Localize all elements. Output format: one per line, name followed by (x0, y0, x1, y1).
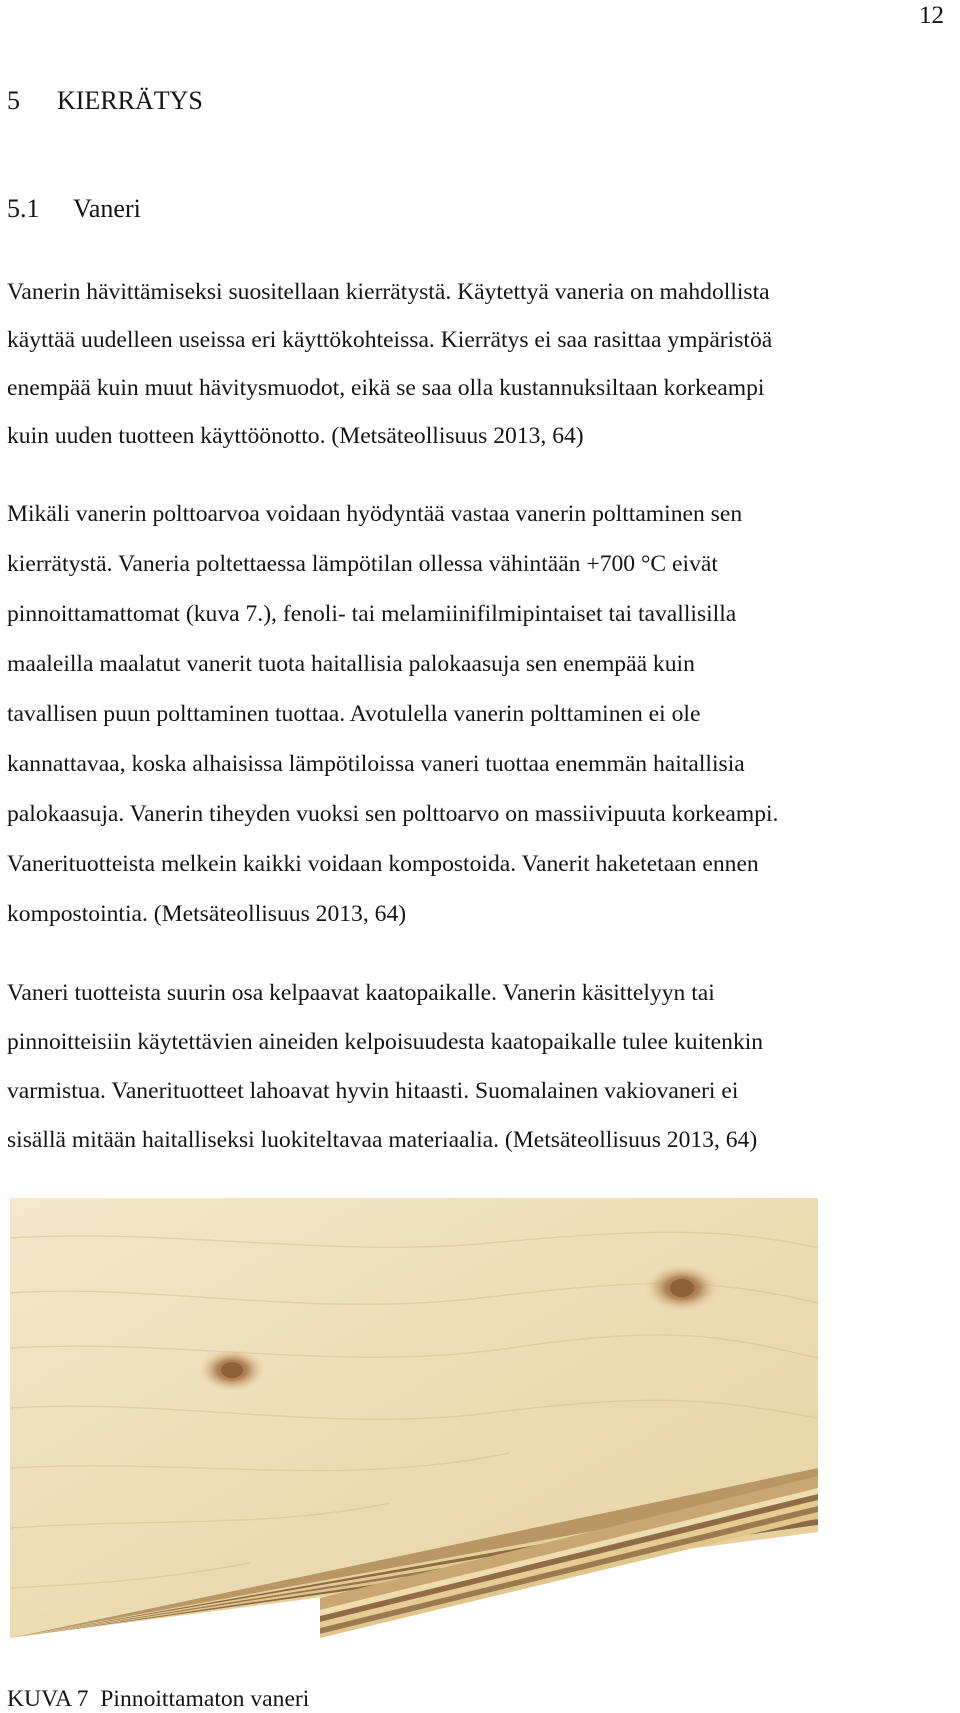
paragraph-line: pinnoitteisiin käytettävien aineiden kelpoisuudesta kaatopaikalle tulee kuitenkin (7, 1029, 764, 1055)
paragraph-2 (7, 489, 947, 939)
paragraph-line: kompostointia. (Metsäteollisuus 2013, 64) (7, 901, 407, 927)
plywood-image (10, 1198, 820, 1638)
paragraph-1 (7, 268, 947, 460)
chapter-heading (7, 84, 203, 118)
figure-caption: KUVA 7 Pinnoittamaton vaneri (7, 1686, 310, 1712)
paragraph-line: kierrätystä. Vaneria poltettaessa lämpötilan ollessa vähintään +700 °C eivät (7, 551, 718, 577)
paragraph-line: maaleilla maalatut vanerit tuota haitallisia palokaasuja sen enempää kuin (7, 651, 695, 677)
page-number: 12 (919, 2, 944, 29)
paragraph-line: kuin uuden tuotteen käyttöönotto. (Metsäteollisuus 2013, 64) (7, 423, 584, 449)
paragraph-line: enempää kuin muut hävitysmuodot, eikä se saa olla kustannuksiltaan korkeampi (7, 375, 765, 401)
paragraph-line: käyttää uudelleen useissa eri käyttökohteissa. Kierrätys ei saa rasittaa ympäristöä (7, 327, 773, 353)
paragraph-line: tavallisen puun polttaminen tuottaa. Avotulella vanerin polttaminen ei ole (7, 701, 701, 727)
paragraph-3 (7, 969, 947, 1165)
paragraph-line: Vanerituotteista melkein kaikki voidaan kompostoida. Vanerit haketetaan ennen (7, 851, 759, 877)
chapter-title: KIERRÄTYS (57, 86, 203, 115)
paragraph-line: palokaasuja. Vanerin tiheyden vuoksi sen polttoarvo on massiivipuuta korkeampi. (7, 801, 779, 827)
paragraph-line: Vaneri tuotteista suurin osa kelpaavat kaatopaikalle. Vanerin käsittelyyn tai (7, 980, 715, 1006)
paragraph-line: pinnoittamattomat (kuva 7.), fenoli- tai melamiinifilmipintaiset tai tavallisilla (7, 601, 737, 627)
plywood-figure (10, 1198, 820, 1638)
paragraph-line: Mikäli vanerin polttoarvoa voidaan hyödyntää vastaa vanerin polttaminen sen (7, 501, 743, 527)
section-number: 5.1 (7, 194, 40, 223)
paragraph-line: kannattavaa, koska alhaisissa lämpötiloissa vaneri tuottaa enemmän haitallisia (7, 751, 745, 777)
section-title: Vaneri (73, 194, 141, 223)
paragraph-line: varmistua. Vanerituotteet lahoavat hyvin hitaasti. Suomalainen vakiovaneri ei (7, 1078, 739, 1104)
paragraph-line: sisällä mitään haitalliseksi luokiteltavaa materiaalia. (Metsäteollisuus 2013, 64) (7, 1127, 758, 1153)
chapter-number: 5 (7, 86, 20, 115)
section-heading (7, 192, 141, 226)
paragraph-line: Vanerin hävittämiseksi suositellaan kierrätystä. Käytettyä vaneria on mahdollista (7, 279, 770, 305)
